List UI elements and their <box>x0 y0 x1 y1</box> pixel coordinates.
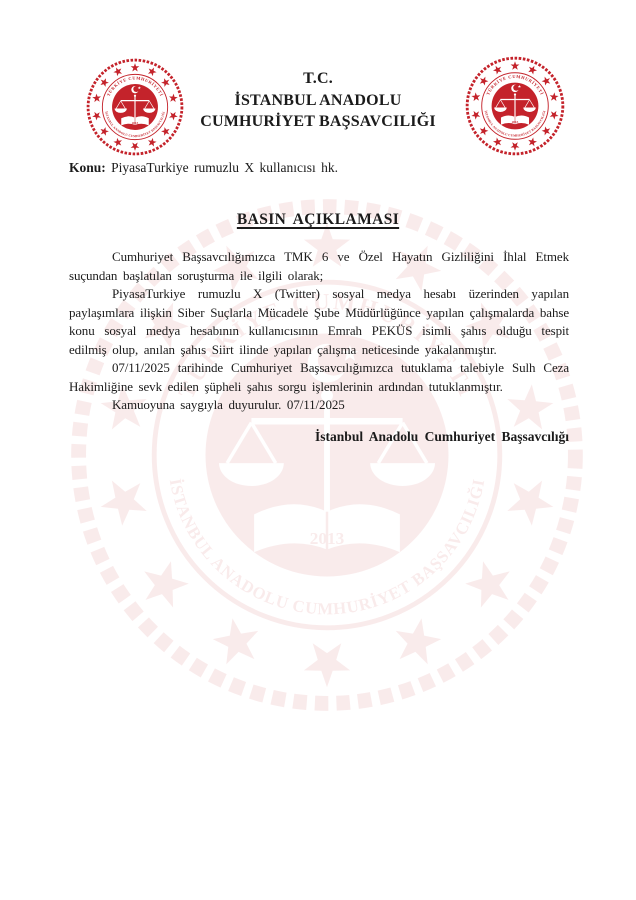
subject-text: PiyasaTurkiye rumuzlu X kullanıcısı hk. <box>111 160 339 175</box>
subject-line <box>69 160 569 176</box>
paragraph-investigation: PiyasaTurkiye rumuzlu X (Twitter) sosyal medya hesabı üzerinden yapılan paylaşımlara ilişkin Siber Suçlarla Mücadele Şube Müdürlüğünce yapılan çalışmalarda bahse konu sosyal medya hesabının kullanıcısının Emrah PEKÜS isimli şahıs olduğu tespit edilmiş olup, anılan şahıs Siirt ilinde yapılan çalışma neticesinde yakalanmıştır. <box>69 286 569 357</box>
letterhead-line-tc: T.C. <box>303 70 333 87</box>
document-body <box>69 248 569 415</box>
letterhead-line-office: CUMHURİYET BAŞSAVCILIĞI <box>200 113 436 130</box>
press-release-title: BASIN AÇIKLAMASI <box>236 211 400 228</box>
paragraph-arrest: 07/11/2025 tarihinde Cumhuriyet Başsavcılığımızca tutuklama talebiyle Sulh Ceza Hakimliğine sevk edilen şüpheli şahıs sorgu işlemlerinin ardından tutuklanmıştır. <box>69 360 569 394</box>
paragraph-intro: Cumhuriyet Başsavcılığımızca TMK 6 ve Özel Hayatın Gizliliğini İhlal Etmek suçundan başlatılan soruşturma ile ilgili olarak; <box>69 249 569 283</box>
letterhead-line-city: İSTANBUL ANADOLU <box>234 91 402 109</box>
signature-line: İstanbul Anadolu Cumhuriyet Başsavcılığı <box>315 429 569 444</box>
letterhead <box>188 68 448 133</box>
paragraph-closing: Kamuoyuna saygıyla duyurulur. 07/11/2025 <box>112 397 345 412</box>
prosecutor-seal-left-icon <box>84 56 186 158</box>
subject-label: Konu: <box>69 160 106 175</box>
prosecutor-seal-right-icon <box>463 54 567 158</box>
